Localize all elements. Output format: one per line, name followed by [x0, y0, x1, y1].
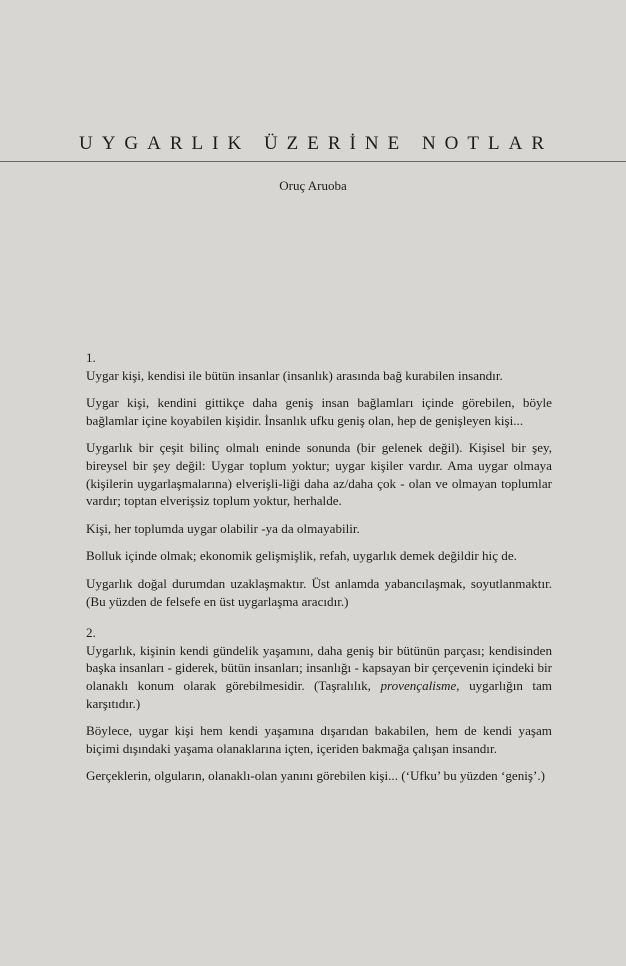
paragraph: Uygarlık bir çeşit bilinç olmalı eninde sonunda (bir gelenek değil). Kişisel bir şey, bireysel bir şey değil: Uygar toplum yoktur; uygar kişiler vardır. Ama uygar olmaya (kişilerin uygarlaşmalarına) elverişli-liği daha az/daha çok - olan ve olmayan toplumlar vardır; toptan elverişsiz toplum yoktur, herhalde. — [86, 440, 552, 509]
article-body — [86, 349, 552, 795]
paragraph-text: Uygarlık, kişinin kendi gündelik yaşamını, daha geniş bir bütünün parçası; kendisinden başka insanları - giderek, bütün insanları; insanlığı - kapsayan bir çerçevenin içindeki bir olanaklı konum olarak görebilmesidir. (Taşralılık, — [86, 642, 552, 693]
section-number: 1. — [86, 350, 96, 365]
paragraph: Gerçeklerin, olguların, olanaklı-olan yanını görebilen kişi... (‘Ufku’ bu yüzden ‘geniş’.) — [86, 768, 545, 784]
paragraph-text: uygarlığın tam karşıtıdır.) — [86, 677, 552, 711]
paragraph: Bolluk içinde olmak; ekonomik gelişmişlik, refah, uygarlık demek değildir hiç de. — [86, 548, 517, 564]
paragraph: Kişi, her toplumda uygar olabilir -ya da olmayabilir. — [86, 520, 360, 536]
paragraph: Uygar kişi, kendini gittikçe daha geniş insan bağlamları içinde görebilen, böyle bağlamlar içine koyabilen kişidir. İnsanlık ufku geniş olan, hep de genişleyen kişi... — [86, 395, 552, 428]
paragraph: Uygar kişi, kendisi ile bütün insanlar (insanlık) arasında bağ kurabilen insandır. — [86, 367, 503, 383]
title-rule — [0, 161, 626, 162]
author-name: Oruç Aruoba — [279, 178, 347, 193]
paragraph: Uygarlık doğal durumdan uzaklaşmaktır. Üst anlamda yabancılaşmak, soyutlanmaktır. (Bu yüzden de felsefe en üst uygarlaşma aracıdır.) — [86, 575, 552, 609]
article-title: UYGARLIK ÜZERİNE NOTLAR — [78, 133, 554, 154]
paragraph: Böylece, uygar kişi hem kendi yaşamına dışarıdan bakabilen, hem de kendi yaşam biçimi dışındaki yaşama olanaklarına içten, içeriden bakmağa çalışan insandır. — [86, 723, 552, 756]
paragraph — [86, 642, 552, 712]
italic-term: provençalisme, — [380, 677, 460, 693]
section-number: 2. — [86, 625, 96, 641]
